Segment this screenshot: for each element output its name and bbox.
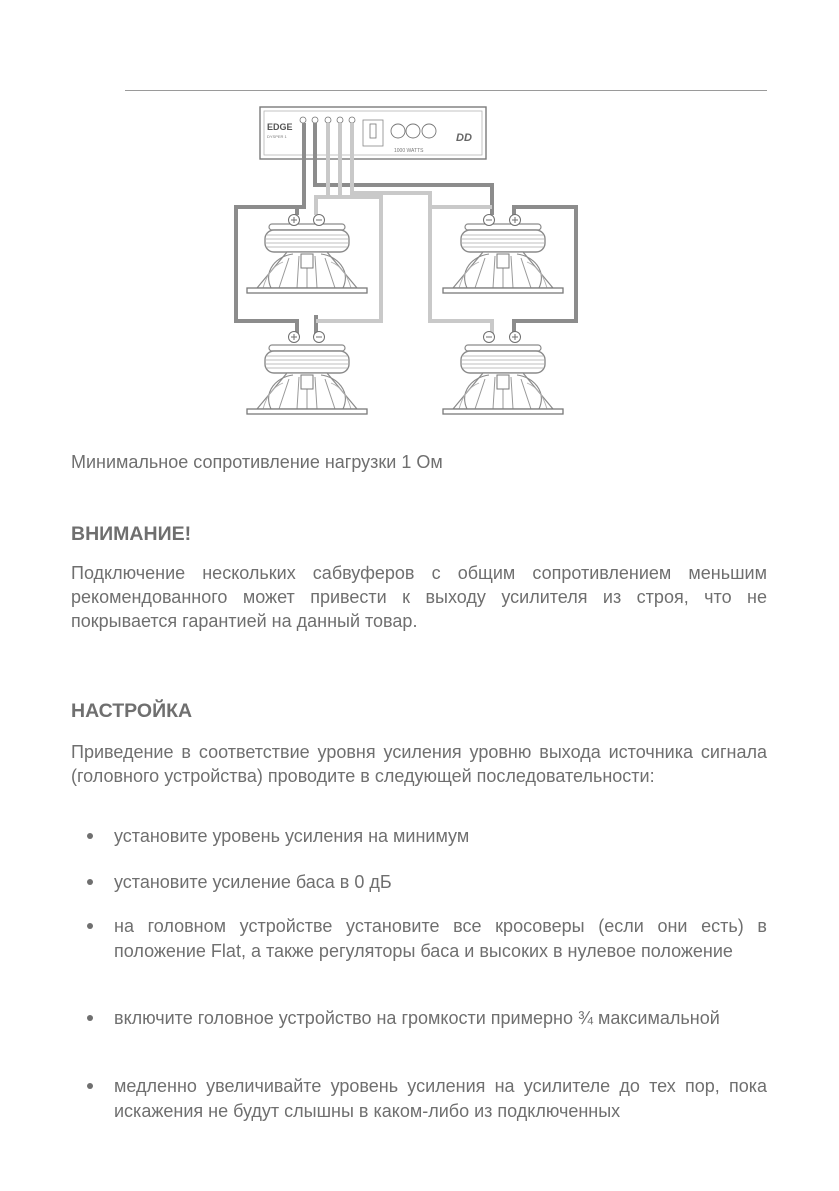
list-item: установите усиление баса в 0 дБ [114,872,392,892]
minus-terminal-icon [314,332,325,343]
subwoofer-bottom-right [443,345,563,414]
amp-brand: EDGE [267,122,293,132]
warning-heading: ВНИМАНИЕ! [71,523,192,545]
amp-model: DYSPER 1 [267,134,287,139]
subwoofer-bottom-left [247,345,367,414]
diagram-caption: Минимальное сопротивление нагрузки 1 Ом [71,452,443,472]
list-item: на головном устройстве установите все кросоверы (если они есть) в положение Flat, а также регуляторы баса и высоких в нулевое положение [114,916,767,961]
amp-power: 1000 WATTS [394,148,424,154]
plus-terminal-icon [510,215,521,226]
minus-terminal-icon [484,215,495,226]
warning-text: Подключение нескольких сабвуферов с общим сопротивлением меньшим рекомендованного может привести к выходу усилителя из строя, что не покрывается гарантией на данный товар. [71,563,767,631]
setup-heading: НАСТРОЙКА [71,700,193,722]
minus-terminal-icon [314,215,325,226]
setup-intro: Приведение в соответствие уровня усиления уровню выхода источника сигнала (головного устройства) проводите в следующей последовательности: [71,742,767,786]
subwoofer-top-left [247,224,367,293]
plus-terminal-icon [289,332,300,343]
header-rule [125,90,767,91]
bullet-icon [85,870,95,880]
bullet-icon [85,1074,95,1084]
bullet-icon [85,1006,95,1016]
amplifier [260,107,486,159]
subwoofer-top-right [443,224,563,293]
bullet-icon [85,824,95,834]
wiring-diagram [230,103,585,425]
plus-terminal-icon [510,332,521,343]
list-item: установите уровень усиления на минимум [114,826,470,846]
list-item: включите головное устройство на громкости примерно ¾ максимальной [114,1008,720,1028]
minus-terminal-icon [484,332,495,343]
plus-terminal-icon [289,215,300,226]
bullet-icon [85,914,95,924]
amp-logo: DD [456,132,472,144]
list-item: медленно увеличивайте уровень усиления на усилителе до тех пор, пока искажения не будут слышны в каком-либо из подключенных [114,1076,767,1121]
